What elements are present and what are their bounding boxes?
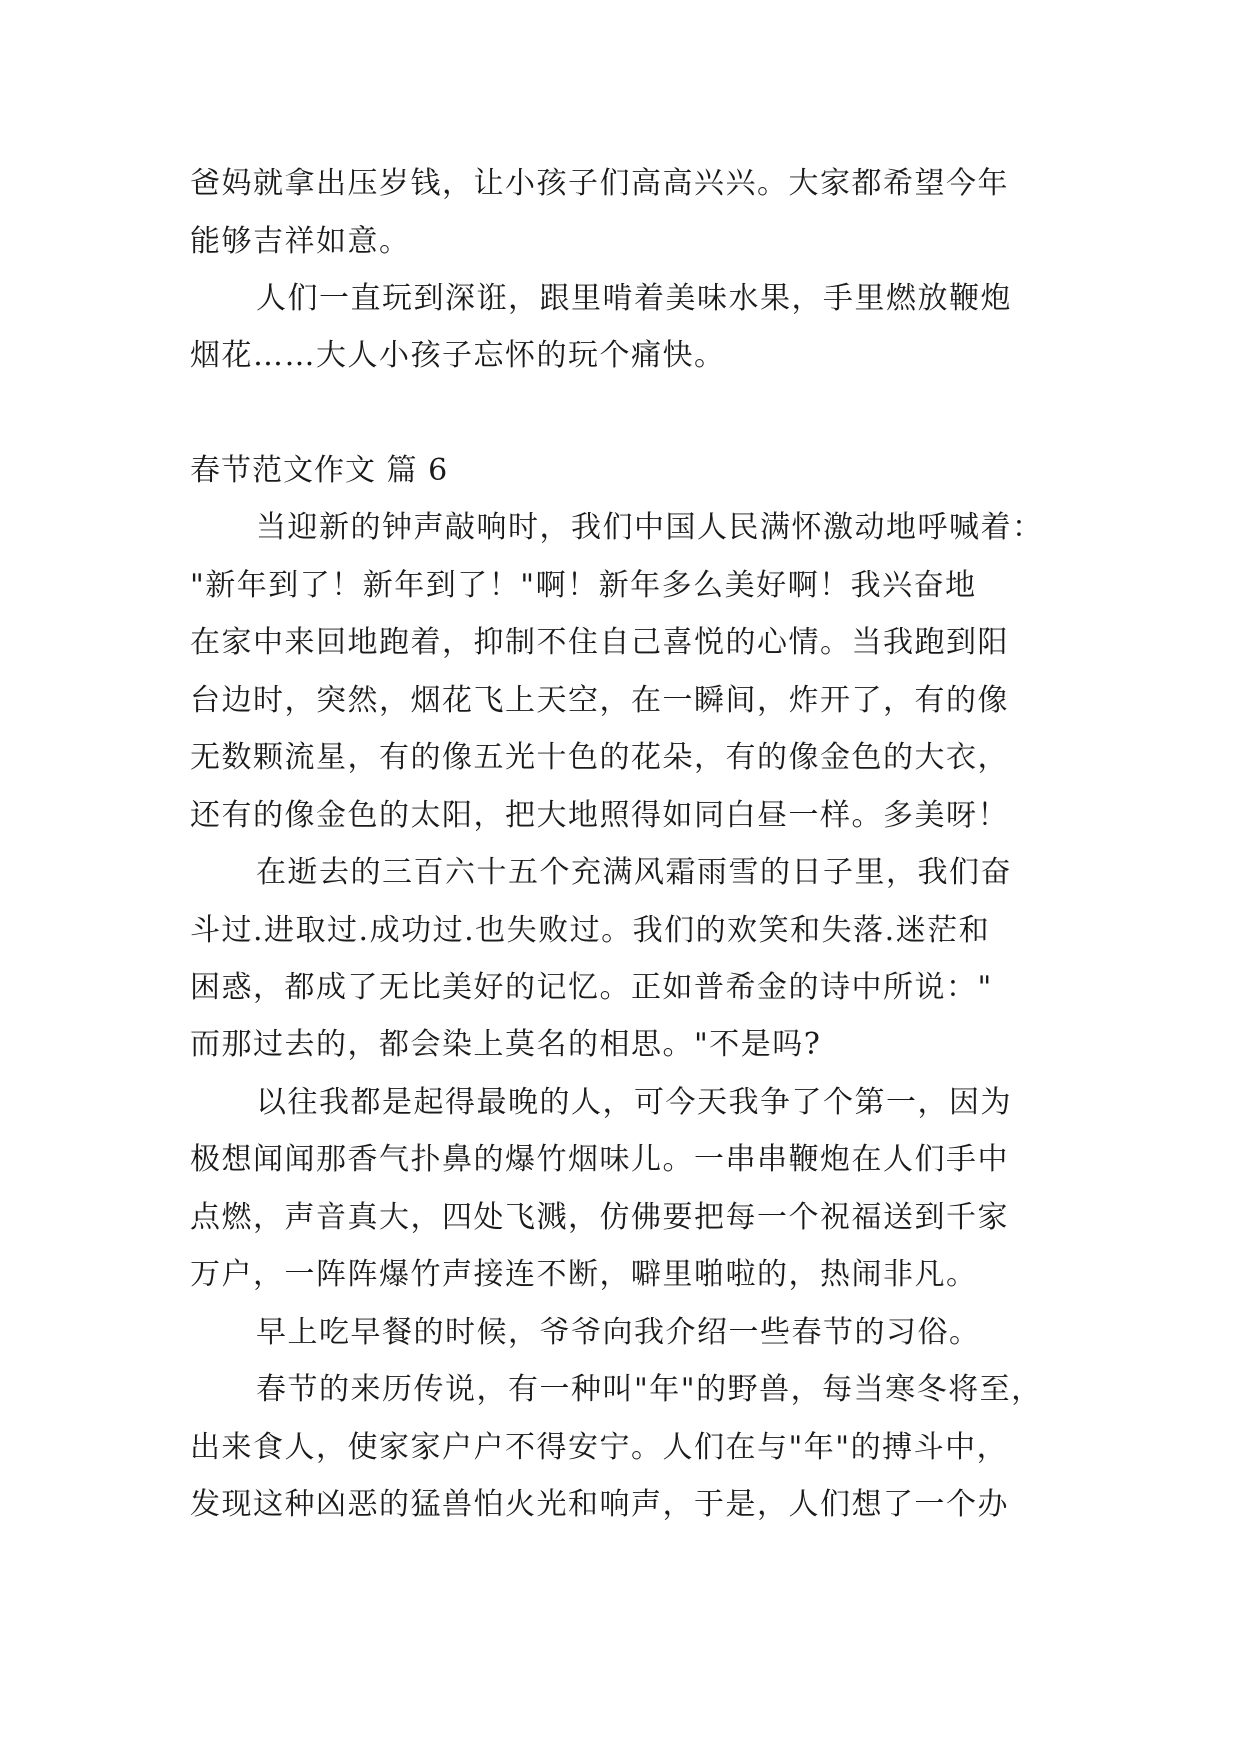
text-line: "新年到了！新年到了！"啊！新年多么美好啊！我兴奋地 (190, 568, 977, 603)
text-line: 台边时，突然，烟花飞上天空，在一瞬间，炸开了，有的像 (190, 683, 1009, 718)
text-line: 而那过去的，都会染上莫名的相思。"不是吗? (190, 1027, 822, 1062)
text-line: 发现这种凶恶的猛兽怕火光和响声，于是，人们想了一个办 (190, 1487, 1009, 1522)
text-line: 出来食人，使家家户户不得安宁。人们在与"年"的搏斗中， (190, 1430, 1009, 1465)
paragraph-first-line: 早上吃早餐的时候，爷爷向我介绍一些春节的习俗。 (256, 1315, 981, 1350)
text-line: 点燃，声音真大，四处飞溅，仿佛要把每一个祝福送到千家 (190, 1200, 1009, 1235)
text-line: 在家中来回地跑着，抑制不住自己喜悦的心情。当我跑到阳 (190, 625, 1009, 660)
paragraph-first-line: 春节的来历传说，有一种叫"年"的野兽，每当寒冬将至， (256, 1372, 1043, 1407)
text-line: 能够吉祥如意。 (190, 224, 411, 259)
text-line: 斗过.进取过.成功过.也失败过。我们的欢笑和失落.迷茫和 (190, 913, 991, 948)
paragraph-first-line: 当迎新的钟声敲响时，我们中国人民满怀激动地呼喊着： (256, 510, 1044, 545)
text-line: 烟花……大人小孩子忘怀的玩个痛快。 (190, 338, 726, 373)
text-line: 无数颗流星，有的像五光十色的花朵，有的像金色的大衣， (190, 740, 1009, 775)
section-heading: 春节范文作文 篇 6 (190, 453, 449, 488)
text-line: 还有的像金色的太阳，把大地照得如同白昼一样。多美呀！ (190, 798, 1009, 833)
paragraph-first-line: 人们一直玩到深诳，跟里啃着美味水果，手里燃放鞭炮 (256, 281, 1012, 316)
paragraph-first-line: 以往我都是起得最晚的人，可今天我争了个第一，因为 (256, 1085, 1012, 1120)
text-line: 爸妈就拿出压岁钱，让小孩子们高高兴兴。大家都希望今年 (190, 166, 1009, 201)
text-line: 困惑，都成了无比美好的记忆。正如普希金的诗中所说：" (190, 970, 993, 1005)
text-line: 极想闻闻那香气扑鼻的爆竹烟味儿。一串串鞭炮在人们手中 (190, 1142, 1009, 1177)
paragraph-first-line: 在逝去的三百六十五个充满风霜雨雪的日子里，我们奋 (256, 855, 1012, 890)
text-line: 万户，一阵阵爆竹声接连不断，噼里啪啦的，热闹非凡。 (190, 1257, 978, 1292)
